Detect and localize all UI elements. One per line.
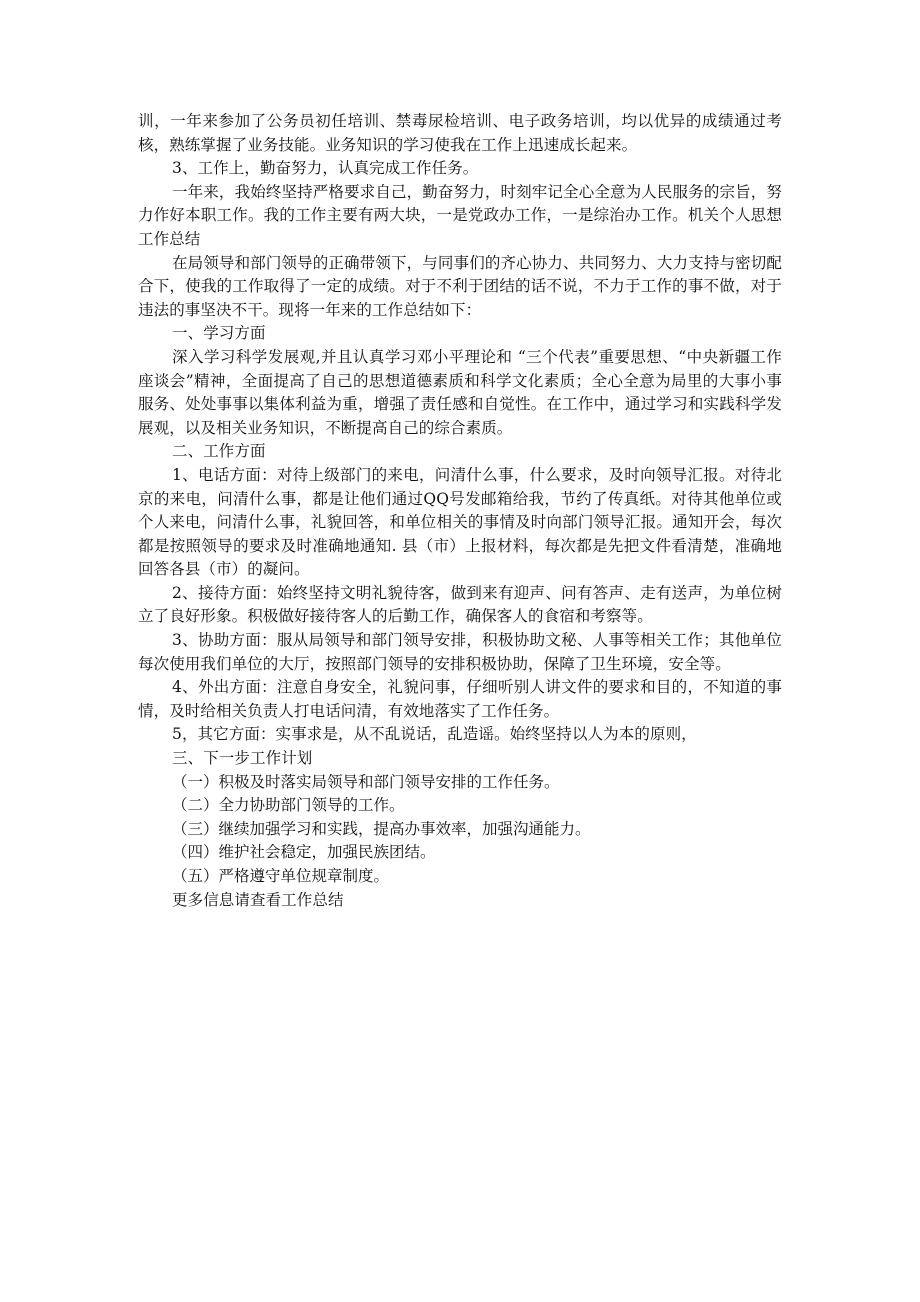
paragraph-outings: 4、外出方面：注意自身安全，礼貌问事，仔细听别人讲文件的要求和目的，不知道的事情，及时给相关负责人打电话问清，有效地落实了工作任务。 [138,678,782,720]
paragraph-study-details: 深入学习科学发展观,并且认真学习邓小平理论和 “三个代表”重要思想、“中央新疆工作座谈会”精神，全面提高了自己的思想道德素质和科学文化素质；全心全意为局里的大事小事服务、处处事事以集体利益为重，增强了责任感和自觉性。在工作中，通过学习和实践科学发展观，以及相关业务知识，不断提高自己的综合素质。 [138,347,782,437]
heading-work: 二、工作方面 [172,442,266,461]
paragraph-other: 5，其它方面：实事求是，从不乱说话，乱造谣。始终坚持以人为本的原则， [172,725,697,744]
heading-work-diligence: 3、工作上，勤奋努力，认真完成工作任务。 [172,159,479,178]
plan-item-1: （一）积极及时落实局领导和部门领导安排的工作任务。 [172,772,560,791]
more-info-link-text: 更多信息请查看工作总结 [172,890,344,909]
plan-item-4: （四）维护社会稳定，加强民族团结。 [172,843,436,862]
plan-item-2: （二）全力协助部门领导的工作。 [172,796,405,815]
paragraph-training-continued: 训，一年来参加了公务员初任培训、禁毒尿检培训、电子政务培训，均以优异的成绩通过考核，熟练掌握了业务技能。业务知识的学习使我在工作上迅速成长起来。 [138,112,782,154]
heading-study: 一、学习方面 [172,324,266,343]
paragraph-leadership-summary: 在局领导和部门领导的正确带领下，与同事们的齐心协力、共同努力、大力支持与密切配合下，使我的工作取得了一定的成绩。对于不利于团结的话不说，不力于工作的事不做，对于违法的事坚决不干。现将一年来的工作总结如下： [138,253,782,319]
paragraph-phone: 1、电话方面：对待上级部门的来电，问清什么事，什么要求，及时向领导汇报。对待北京的来电，问清什么事，都是让他们通过QQ号发邮箱给我，节约了传真纸。对待其他单位或个人来电，问清什么事，礼貌回答，和单位相关的事情及时向部门领导汇报。通知开会，每次都是按照领导的要求及时准确地通知. 县（市）上报材料，每次都是先把文件看清楚，准确地回答各县（市）的凝问。 [138,465,782,579]
document-body [138,110,782,912]
paragraph-reception: 2、接待方面：始终坚持文明礼貌待客，做到来有迎声、问有答声、走有送声，为单位树立了良好形象。积极做好接待客人的后勤工作，确保客人的食宿和考察等。 [138,583,782,626]
paragraph-assistance: 3、协助方面：服从局领导和部门领导安排，积极协助文秘、人事等相关工作；其他单位每次使用我们单位的大厅，按照部门领导的安排积极协助，保障了卫生环境，安全等。 [138,631,782,673]
paragraph-year-overview: 一年来，我始终坚持严格要求自己，勤奋努力，时刻牢记全心全意为人民服务的宗旨，努力作好本职工作。我的工作主要有两大块，一是党政办工作，一是综治办工作。机关个人思想工作总结 [138,182,782,248]
heading-next-plan: 三、下一步工作计划 [172,749,313,768]
plan-item-3: （三）继续加强学习和实践，提高办事效率，加强沟通能力。 [172,819,591,838]
plan-item-5: （五）严格遵守单位规章制度。 [172,867,390,885]
